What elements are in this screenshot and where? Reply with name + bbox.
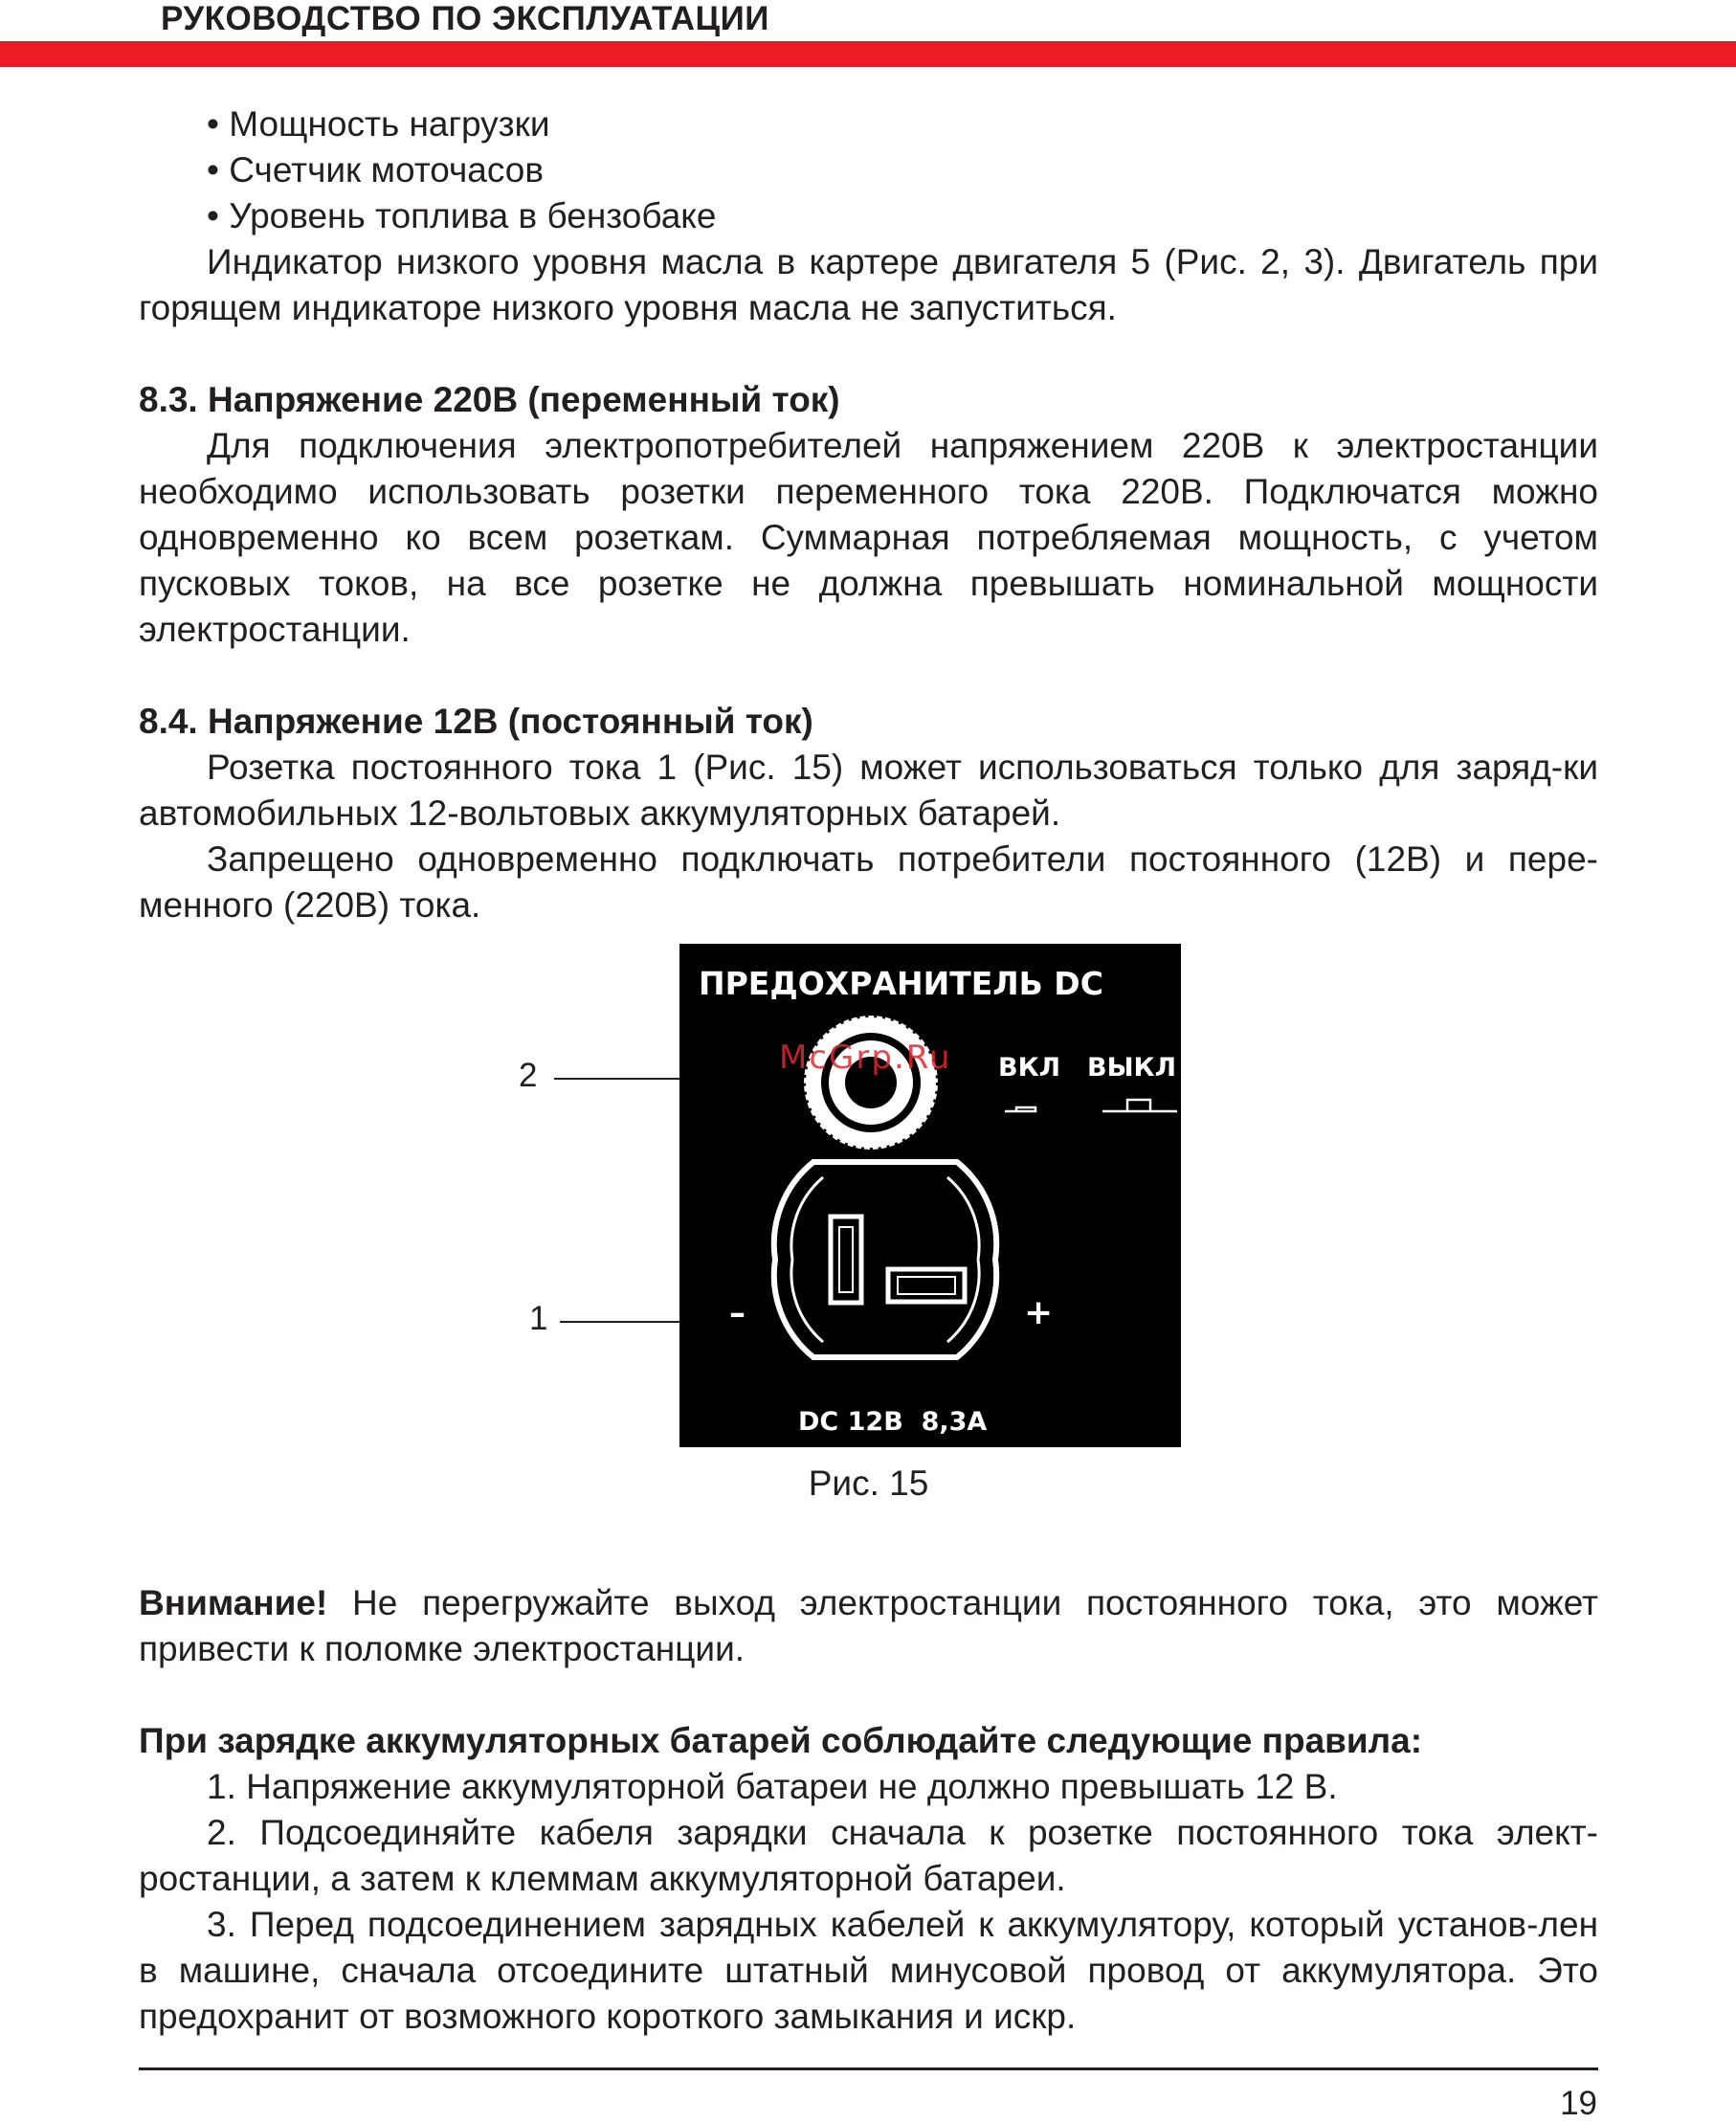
rule-item: 3. Перед подсоединением зарядных кабелей к аккумулятору, который установ-лен в машине, сначала отсоедините штатный минусовой провод от аккумулятора. Это предохранит от возможного короткого замыкания и искр. [139, 1905, 1598, 2036]
dc-panel [679, 944, 1181, 1447]
dc-socket-icon [774, 1162, 996, 1357]
section-8-4-paragraph-2: Запрещено одновременно подключать потребители постоянного (12В) и пере-менного (220В) тока. [139, 839, 1598, 925]
warning-label: Внимание! [139, 1583, 328, 1622]
footer-divider [139, 2067, 1598, 2070]
callout-number-2: 2 [519, 1057, 538, 1094]
warning-text: Не перегружайте выход электростанции постоянного тока, это может привести к поломке электростанции. [139, 1583, 1598, 1668]
section-8-4-paragraph-1: Розетка постоянного тока 1 (Рис. 15) может использоваться только для заряд-ки автомобильных 12-вольтовых аккумуляторных батарей. [139, 748, 1598, 833]
callout-number-1: 1 [529, 1300, 548, 1337]
callout-line-2 [554, 1078, 698, 1080]
switch-symbol-icon [1005, 1100, 1177, 1111]
watermark-text: McGrp.Ru [779, 1039, 952, 1077]
switch-label-off: ВЫКЛ [1087, 1053, 1177, 1083]
socket-rating-label: DC 12В 8,3А [798, 1407, 988, 1437]
warning-paragraph [139, 1580, 1598, 1672]
page-number: 19 [1560, 2085, 1597, 2122]
section-heading-8-4: 8.4. Напряжение 12В (постоянный ток) [139, 702, 813, 741]
callout-line-1 [560, 1321, 679, 1323]
dc-panel-graphic [679, 944, 1181, 1447]
minus-sign: – [729, 1294, 746, 1332]
page-header-title: РУКОВОДСТВО ПО ЭКСПЛУАТАЦИИ [161, 0, 769, 37]
switch-label-on: ВКЛ [998, 1053, 1061, 1083]
header-accent-bar [0, 41, 1736, 67]
bullet-item: • Уровень топлива в бензобаке [207, 196, 717, 235]
rules-heading: При зарядке аккумуляторных батарей соблюдайте следующие правила: [139, 1721, 1423, 1760]
panel-title: ПРЕДОХРАНИТЕЛЬ DC [699, 965, 1103, 1002]
plus-sign: + [1024, 1293, 1054, 1332]
section-heading-8-3: 8.3. Напряжение 220В (переменный ток) [139, 380, 840, 419]
oil-indicator-paragraph: Индикатор низкого уровня масла в картере двигателя 5 (Рис. 2, 3). Двигатель при горящем индикаторе низкого уровня масла не запуститься. [139, 242, 1598, 327]
rule-item: 2. Подсоединяйте кабеля зарядки сначала к розетке постоянного тока элект-ростанции, а затем к клеммам аккумуляторной батареи. [139, 1813, 1598, 1898]
bullet-item: • Мощность нагрузки [207, 104, 550, 144]
section-8-3-paragraph: Для подключения электропотребителей напряжением 220В к электростанции необходимо использовать розетки переменного тока 220В. Подключатся можно одновременно ко всем розеткам. Суммарная потребляемая мощность, с учетом пусковых токов, на все розетке не должна превышать номинальной мощности электростанции. [139, 426, 1598, 649]
page-content [139, 101, 1598, 2040]
figure-caption: Рис. 15 [808, 1464, 929, 1503]
bullet-item: • Счетчик моточасов [207, 150, 545, 190]
rule-item: 1. Напряжение аккумуляторной батареи не должно превышать 12 В. [207, 1767, 1338, 1806]
figure-15 [139, 944, 1598, 1580]
